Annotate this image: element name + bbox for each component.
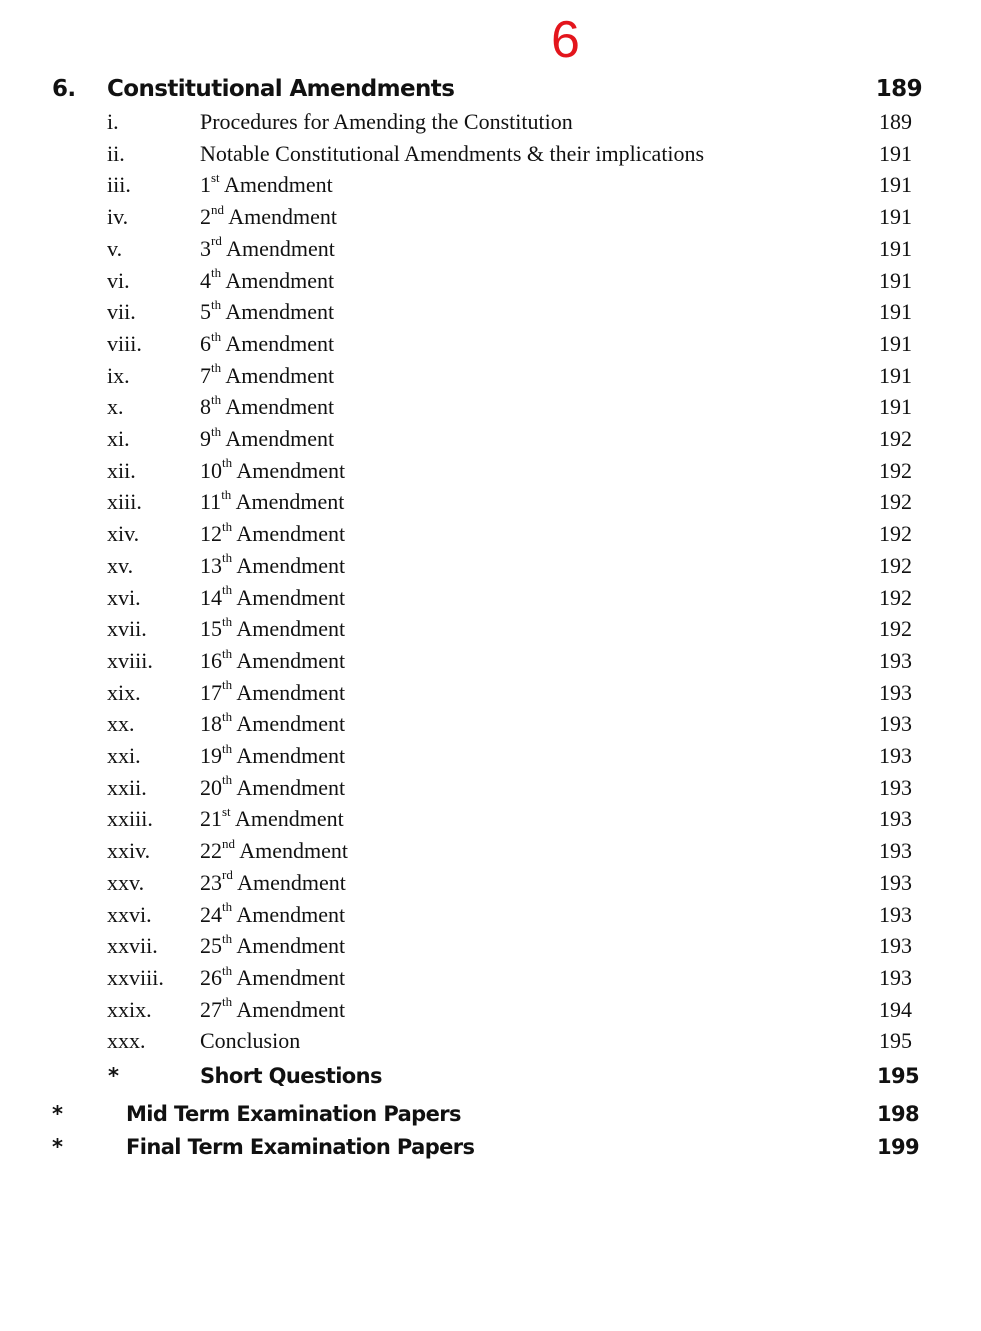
entry-title-main: 19 (200, 743, 222, 768)
entry-page: 194 (879, 996, 912, 1022)
entry-numeral: xxvii. (107, 933, 158, 959)
entry-page: 193 (879, 679, 912, 705)
entry-title-rest: Amendment (232, 616, 346, 642)
chapter-page: 189 (875, 76, 922, 102)
toc-mid-term-papers[interactable] (0, 1097, 981, 1131)
entry-title-main: 4 (200, 267, 211, 293)
entry-numeral: xvii. (107, 616, 147, 642)
toc-entry[interactable] (0, 962, 981, 993)
entry-title (200, 201, 337, 232)
entry-title-main: 16 (200, 647, 222, 673)
entry-page: 192 (879, 489, 912, 515)
entry-title-rest: Amendment (232, 552, 346, 578)
entry-title-main: 21 (200, 806, 222, 832)
entry-title-main: 1 (200, 172, 211, 198)
toc-short-questions[interactable] (0, 1059, 981, 1093)
entry-title-main: 14 (200, 584, 222, 610)
toc-entry[interactable] (0, 1025, 981, 1056)
toc-entry[interactable] (0, 265, 981, 296)
ordinal-suffix: rd (211, 233, 222, 249)
entry-title (200, 708, 345, 739)
entry-page: 193 (879, 647, 912, 673)
entry-title-main: 22 (200, 838, 222, 864)
entry-title (200, 772, 345, 803)
entry-page: 192 (879, 457, 912, 483)
entry-title-rest: Amendment (232, 521, 346, 547)
toc-entry[interactable] (0, 296, 981, 327)
toc-entry[interactable] (0, 233, 981, 264)
entry-numeral: xiv. (107, 521, 140, 547)
entry-page: 195 (876, 1064, 919, 1088)
entry-numeral: ix. (107, 362, 130, 388)
entry-title (200, 582, 345, 613)
ordinal-suffix: nd (222, 835, 235, 851)
ordinal-suffix: th (222, 582, 233, 598)
entry-page: 193 (879, 838, 912, 864)
entry-page: 191 (879, 267, 912, 293)
entry-page: 191 (879, 140, 912, 166)
entry-title (200, 677, 345, 708)
entry-title-rest: Amendment (232, 647, 346, 673)
ordinal-suffix: th (222, 994, 233, 1010)
toc-entry[interactable] (0, 423, 981, 454)
ordinal-suffix: th (222, 613, 233, 629)
entry-page: 191 (879, 394, 912, 420)
entry-title-main: 27 (200, 996, 222, 1022)
entry-page: 193 (879, 901, 912, 927)
entry-title-rest: Amendment (232, 933, 346, 959)
entry-title (200, 803, 344, 834)
ordinal-suffix: th (211, 328, 222, 344)
toc-entry[interactable] (0, 835, 981, 866)
toc-entry[interactable] (0, 677, 981, 708)
entry-title-rest: Amendment (232, 869, 346, 895)
entry-title (200, 835, 348, 866)
entry-page: 192 (879, 584, 912, 610)
entry-page: 191 (879, 362, 912, 388)
ordinal-suffix: th (211, 265, 222, 281)
entry-page: 191 (879, 172, 912, 198)
entry-title-main: 6 (200, 330, 211, 356)
entry-title-rest: Amendment (230, 806, 344, 832)
entry-title: Final Term Examination Papers (126, 1135, 475, 1159)
entry-title-main: 3 (200, 235, 211, 261)
ordinal-suffix: th (211, 391, 222, 407)
entry-numeral: ii. (107, 140, 125, 166)
toc-entry[interactable] (0, 740, 981, 771)
entry-title (200, 1025, 300, 1056)
entry-title (200, 265, 334, 296)
ordinal-suffix: st (222, 804, 231, 820)
entry-title-rest: Amendment (224, 204, 338, 230)
entry-title (200, 106, 573, 137)
entry-title: Short Questions (200, 1064, 382, 1088)
entry-numeral: xi. (107, 426, 130, 451)
entry-numeral: i. (107, 109, 119, 134)
entry-title-main: 2 (200, 204, 211, 230)
entry-page: 193 (879, 869, 912, 895)
entry-title (200, 550, 345, 581)
entry-title-main: Procedures for Amending the Constitution (200, 109, 573, 134)
entry-numeral: xix. (107, 679, 141, 705)
ordinal-suffix: th (211, 296, 222, 312)
entry-title (200, 930, 345, 961)
entry-title (200, 899, 345, 930)
entry-title-main: 5 (200, 299, 211, 325)
ordinal-suffix: rd (222, 867, 233, 883)
ordinal-suffix: th (222, 740, 233, 756)
entry-page: 191 (879, 204, 912, 230)
ordinal-suffix: th (222, 708, 233, 724)
entry-title-rest: Amendment (221, 267, 335, 293)
entry-page: 192 (879, 426, 912, 451)
bullet-marker: * (52, 1102, 63, 1126)
toc-entry[interactable] (0, 106, 981, 137)
ordinal-suffix: th (222, 518, 233, 534)
ordinal-suffix: th (211, 423, 222, 439)
entry-title-main: 17 (200, 679, 222, 705)
entry-numeral: xxiii. (107, 806, 153, 832)
chapter-title: Constitutional Amendments (107, 76, 455, 102)
entry-title-main: 24 (200, 901, 222, 927)
chapter-number: 6. (52, 76, 76, 102)
ordinal-suffix: nd (211, 201, 224, 217)
toc-entry[interactable] (0, 613, 981, 644)
entry-title-main: 10 (200, 457, 222, 483)
entry-numeral: xxi. (107, 743, 141, 768)
entry-page: 199 (876, 1135, 919, 1159)
entry-numeral: xii. (107, 457, 136, 483)
ordinal-suffix: th (222, 645, 233, 661)
toc-entry[interactable] (0, 930, 981, 961)
entry-title-main: 9 (200, 426, 211, 451)
entry-page: 192 (879, 616, 912, 642)
entry-title-main: 15 (200, 616, 222, 642)
entry-numeral: x. (107, 394, 124, 420)
entry-title-main: 8 (200, 394, 211, 420)
entry-title-rest: Amendment (221, 235, 335, 261)
entry-page: 193 (879, 743, 912, 768)
entry-title-rest: Amendment (232, 711, 346, 737)
ordinal-suffix: th (222, 550, 233, 566)
entry-title (200, 962, 345, 993)
toc-entry[interactable] (0, 994, 981, 1025)
entry-title (200, 645, 345, 676)
entry-page: 198 (876, 1102, 919, 1126)
entry-numeral: iv. (107, 204, 129, 230)
ordinal-suffix: th (222, 772, 233, 788)
entry-title-rest: Amendment (221, 394, 335, 420)
chapter-heading[interactable] (0, 72, 981, 106)
entry-title-main: 12 (200, 521, 222, 547)
entry-numeral: xxvi. (107, 901, 152, 927)
toc-entry[interactable] (0, 867, 981, 898)
ordinal-suffix: th (222, 962, 233, 978)
entry-title-main: 25 (200, 933, 222, 959)
ordinal-suffix: th (211, 360, 222, 376)
entry-title (200, 169, 333, 200)
entry-page: 191 (879, 235, 912, 261)
toc-entry[interactable] (0, 772, 981, 803)
entry-page: 192 (879, 521, 912, 547)
entry-title: Mid Term Examination Papers (126, 1102, 461, 1126)
entry-page: 193 (879, 964, 912, 990)
entry-page: 189 (879, 109, 912, 134)
entry-title (200, 613, 345, 644)
entry-numeral: xx. (107, 711, 135, 737)
entry-title-main: 20 (200, 774, 222, 800)
entry-numeral: xxiv. (107, 838, 151, 864)
ordinal-suffix: th (222, 677, 233, 693)
toc-entry[interactable] (0, 138, 981, 169)
entry-page: 193 (879, 806, 912, 832)
entry-title-rest: Amendment (232, 774, 346, 800)
entry-title (200, 233, 335, 264)
entry-title-rest: Amendment (232, 964, 346, 990)
entry-title-main: 26 (200, 964, 222, 990)
entry-title-main: 13 (200, 552, 222, 578)
entry-numeral: vii. (107, 299, 136, 325)
toc-entry[interactable] (0, 899, 981, 930)
entry-numeral: vi. (107, 267, 130, 293)
entry-numeral: viii. (107, 330, 142, 356)
entry-title-main: 7 (200, 362, 211, 388)
toc-entry[interactable] (0, 201, 981, 232)
bullet-marker: * (108, 1064, 119, 1088)
entry-title (200, 423, 334, 454)
toc-entry[interactable] (0, 360, 981, 391)
toc-entry[interactable] (0, 582, 981, 613)
entry-title-main: Conclusion (200, 1028, 301, 1054)
entry-page: 192 (879, 552, 912, 578)
entry-title-rest: Amendment (221, 299, 335, 325)
toc-entry[interactable] (0, 455, 981, 486)
entry-page: 191 (879, 330, 912, 356)
entry-title (200, 518, 345, 549)
entry-numeral: xiii. (107, 489, 142, 515)
toc-entry[interactable] (0, 486, 981, 517)
toc-entry[interactable] (0, 328, 981, 359)
entry-numeral: iii. (107, 172, 131, 198)
entry-page: 193 (879, 774, 912, 800)
entry-title-main: 11 (200, 489, 222, 515)
entry-title (200, 740, 345, 771)
toc-entry[interactable] (0, 169, 981, 200)
entry-numeral: xxii. (107, 774, 147, 800)
entry-title-rest: Amendment (219, 172, 333, 198)
entry-numeral: xxviii. (107, 964, 164, 990)
entry-title-rest: Amendment (221, 426, 335, 451)
entry-numeral: v. (107, 235, 123, 261)
entry-title-main: 18 (200, 711, 222, 737)
entry-numeral: xv. (107, 552, 134, 578)
toc-entry[interactable] (0, 550, 981, 581)
ordinal-suffix: th (222, 455, 233, 471)
entry-title-rest: Amendment (231, 489, 345, 515)
entry-title (200, 360, 334, 391)
entry-numeral: xvi. (107, 584, 141, 610)
entry-title (200, 455, 345, 486)
toc-final-term-papers[interactable] (0, 1130, 981, 1164)
entry-page: 193 (879, 711, 912, 737)
entry-title-rest: Amendment (232, 901, 346, 927)
entry-page: 191 (879, 299, 912, 325)
entry-page: 193 (879, 933, 912, 959)
entry-numeral: xxv. (107, 869, 145, 895)
entry-title-rest: Amendment (232, 457, 346, 483)
entry-title (200, 994, 345, 1025)
ordinal-suffix: th (221, 487, 232, 503)
toc-entry[interactable] (0, 391, 981, 422)
toc-entry[interactable] (0, 803, 981, 834)
entry-title-rest: Amendment (235, 838, 349, 864)
entry-title-rest: Amendment (232, 584, 346, 610)
ordinal-suffix: st (211, 170, 220, 186)
entry-title-rest: Amendment (232, 679, 346, 705)
entry-numeral: xxx. (107, 1028, 146, 1054)
entry-title (200, 867, 346, 898)
entry-title-rest: Amendment (232, 743, 346, 768)
ordinal-suffix: th (222, 899, 233, 915)
toc-entry[interactable] (0, 645, 981, 676)
entry-title-rest: Amendment (232, 996, 346, 1022)
entry-title-rest: Amendment (221, 362, 335, 388)
toc-entry[interactable] (0, 518, 981, 549)
toc-entry[interactable] (0, 708, 981, 739)
page-number: 6 (551, 11, 580, 69)
entry-page: 195 (879, 1028, 912, 1054)
entry-title-main: 23 (200, 869, 222, 895)
entry-title-rest: Amendment (221, 330, 335, 356)
entry-title (200, 138, 704, 169)
entry-title (200, 328, 334, 359)
entry-title (200, 296, 334, 327)
ordinal-suffix: th (222, 930, 233, 946)
entry-title-main: Notable Constitutional Amendments & their implications (200, 140, 705, 166)
entry-title (200, 391, 334, 422)
bullet-marker: * (52, 1135, 63, 1159)
entry-numeral: xviii. (107, 647, 153, 673)
entry-title (200, 486, 344, 517)
entry-numeral: xxix. (107, 996, 152, 1022)
